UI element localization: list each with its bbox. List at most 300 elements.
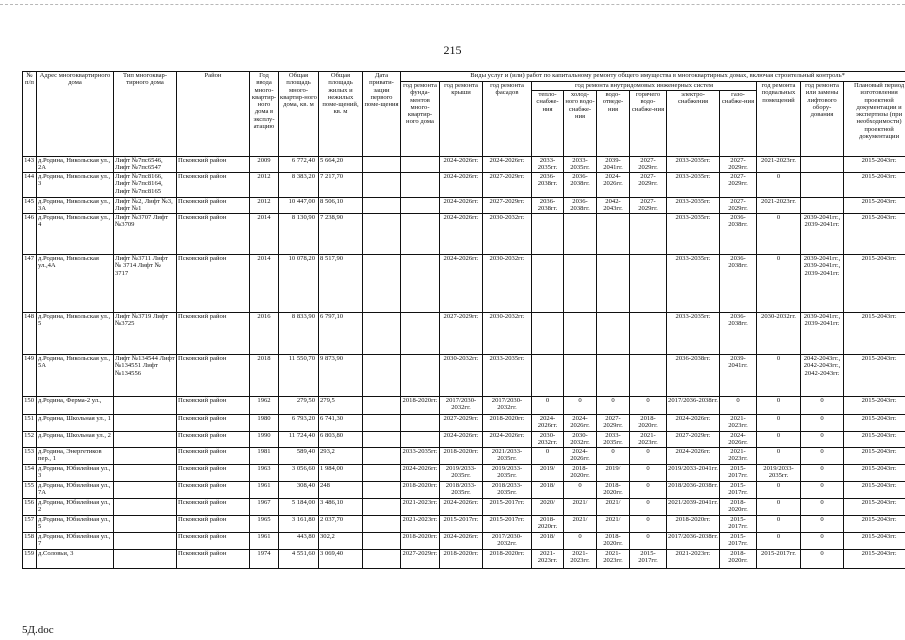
cell-roof: 2018/2033-2035гг. (440, 482, 483, 499)
cell-living: 6 797,10 (319, 313, 363, 355)
cell-design: 2015-2043гг. (844, 198, 905, 214)
cell-living: 302,2 (319, 533, 363, 550)
cell-district: Псковский район (177, 157, 250, 173)
cell-drain: 2021/ (597, 499, 630, 516)
cell-district: Псковский район (177, 313, 250, 355)
cell-num: 147 (23, 255, 37, 313)
cell-drain: 2021-2023гг. (597, 550, 630, 569)
table-row (23, 432, 905, 448)
cell-priv (363, 157, 401, 173)
cell-lift (801, 198, 844, 214)
cell-hot: 0 (630, 448, 667, 465)
header-facade: год ремонта фасадов (483, 82, 532, 157)
cell-drain: 0 (597, 397, 630, 415)
cell-basement: 0 (757, 432, 801, 448)
cell-roof: 2027-2029гг. (440, 415, 483, 432)
cell-address: д.Родина, Юбилейная ул., 3 (37, 465, 114, 482)
header-living-area: Общая площадь жилых и нежилых поме-щений, кв. м (319, 72, 363, 157)
cell-district: Псковский район (177, 499, 250, 516)
cell-district: Псковский район (177, 198, 250, 214)
cell-facade: 2030-2032гг. (483, 214, 532, 255)
cell-cold: 0 (564, 397, 597, 415)
cell-hot: 0 (630, 465, 667, 482)
cell-roof: 2024-2026гг. (440, 157, 483, 173)
page-top-rule (0, 4, 905, 5)
cell-heat: 2024-2026гг. (532, 415, 564, 432)
cell-living: 2 037,70 (319, 516, 363, 533)
cell-priv (363, 397, 401, 415)
cell-design: 2015-2043гг. (844, 516, 905, 533)
cell-cold (564, 214, 597, 255)
cell-lift: 0 (801, 415, 844, 432)
cell-address: д.Родина, Никольская ул., 2А (37, 157, 114, 173)
cell-found: 2027-2029гг. (401, 550, 440, 569)
cell-gas: 2039-2041гг. (720, 355, 757, 397)
cell-basement: 0 (757, 415, 801, 432)
cell-priv (363, 533, 401, 550)
cell-total: 8 383,20 (279, 173, 319, 198)
cell-living: 3 486,10 (319, 499, 363, 516)
cell-basement: 0 (757, 173, 801, 198)
cell-hot: 2027-2029гг. (630, 157, 667, 173)
cell-elec: 2018/2036-2038гг. (667, 482, 720, 499)
cell-design: 2015-2043гг. (844, 397, 905, 415)
cell-design: 2015-2043гг. (844, 448, 905, 465)
cell-heat (532, 255, 564, 313)
cell-design: 2015-2043гг. (844, 482, 905, 499)
header-design-period: Плановый период изготовления проектной документации и экспертизы (при необходимости) проектной документации (844, 82, 905, 157)
cell-num: 150 (23, 397, 37, 415)
cell-lift: 0 (801, 482, 844, 499)
header-total-area: Общая площадь много-квартир-ного дома, кв. м (279, 72, 319, 157)
cell-found (401, 255, 440, 313)
table-row (23, 448, 905, 465)
cell-hot (630, 214, 667, 255)
cell-living: 3 069,40 (319, 550, 363, 569)
cell-roof: 2024-2026гг. (440, 214, 483, 255)
cell-hot: 0 (630, 482, 667, 499)
table-row (23, 255, 905, 313)
cell-address: д.Родина, Энергетиков пер., 1 (37, 448, 114, 465)
cell-design: 2015-2043гг. (844, 465, 905, 482)
cell-lift: 2039-2041гг., 2039-2041гг. (801, 313, 844, 355)
cell-type: Лифт №134544 Лифт №134551 Лифт №134556 (114, 355, 177, 397)
cell-priv (363, 415, 401, 432)
cell-roof: 2019/2033-2035гг. (440, 465, 483, 482)
cell-facade: 2018/2033-2035гг. (483, 482, 532, 499)
cell-drain (597, 355, 630, 397)
cell-num: 149 (23, 355, 37, 397)
cell-cold: 2018-2020гг. (564, 465, 597, 482)
cell-total: 4 551,60 (279, 550, 319, 569)
cell-living: 8 517,90 (319, 255, 363, 313)
cell-gas: 2015-2017гг. (720, 533, 757, 550)
header-basement: год ремонта подвальных помещений (757, 82, 801, 157)
cell-lift: 0 (801, 516, 844, 533)
cell-address: д.Родина, Никольская ул., 3 (37, 173, 114, 198)
cell-found (401, 355, 440, 397)
cell-found (401, 313, 440, 355)
cell-priv (363, 499, 401, 516)
cell-design: 2015-2043гг. (844, 550, 905, 569)
cell-gas: 2015-2017гг. (720, 465, 757, 482)
cell-elec: 2036-2038гг. (667, 355, 720, 397)
cell-living: 1 984,00 (319, 465, 363, 482)
cell-address: д.Родина, Юбилейная ул., 2 (37, 499, 114, 516)
cell-found (401, 415, 440, 432)
cell-facade: 2033-2035гг. (483, 355, 532, 397)
header-electricity: электро-снабжения (667, 91, 720, 157)
cell-found: 2018-2020гг. (401, 482, 440, 499)
cell-elec: 2033-2035гг. (667, 157, 720, 173)
cell-hot: 2027-2029гг. (630, 198, 667, 214)
cell-drain: 2019/ (597, 465, 630, 482)
cell-type (114, 415, 177, 432)
table-row (23, 157, 905, 173)
cell-design: 2015-2043гг. (844, 313, 905, 355)
cell-district: Псковский район (177, 214, 250, 255)
cell-year: 1961 (250, 533, 279, 550)
cell-total: 3 161,80 (279, 516, 319, 533)
cell-year: 1974 (250, 550, 279, 569)
cell-num: 144 (23, 173, 37, 198)
cell-basement: 2019/2033-2035гг. (757, 465, 801, 482)
cell-lift: 0 (801, 397, 844, 415)
cell-num: 157 (23, 516, 37, 533)
cell-basement: 2021-2023гг. (757, 157, 801, 173)
cell-num: 146 (23, 214, 37, 255)
cell-elec: 2033-2035гг. (667, 198, 720, 214)
cell-elec: 2033-2035гг. (667, 313, 720, 355)
cell-drain: 2042-2043гг. (597, 198, 630, 214)
table-row (23, 355, 905, 397)
cell-living: 279,5 (319, 397, 363, 415)
cell-type (114, 432, 177, 448)
cell-found (401, 173, 440, 198)
cell-basement: 0 (757, 533, 801, 550)
table-row (23, 465, 905, 482)
cell-design: 2015-2043гг. (844, 415, 905, 432)
cell-priv (363, 482, 401, 499)
cell-type (114, 533, 177, 550)
cell-facade: 2024-2026гг. (483, 157, 532, 173)
cell-drain: 2027-2029гг. (597, 415, 630, 432)
cell-found: 2033-2035гг. (401, 448, 440, 465)
cell-hot: 0 (630, 516, 667, 533)
cell-living: 6 741,30 (319, 415, 363, 432)
cell-lift: 0 (801, 499, 844, 516)
cell-cold: 2036-2038гг. (564, 198, 597, 214)
cell-roof: 2024-2026гг. (440, 432, 483, 448)
cell-design: 2015-2043гг. (844, 173, 905, 198)
cell-design: 2015-2043гг. (844, 157, 905, 173)
cell-year: 1990 (250, 432, 279, 448)
cell-num: 143 (23, 157, 37, 173)
cell-heat: 2021-2023гг. (532, 550, 564, 569)
cell-design: 2015-2043гг. (844, 499, 905, 516)
cell-living: 7 238,90 (319, 214, 363, 255)
cell-lift: 0 (801, 550, 844, 569)
cell-basement: 2015-2017гг. (757, 550, 801, 569)
cell-living: 248 (319, 482, 363, 499)
cell-total: 11 724,40 (279, 432, 319, 448)
cell-cold: 2024-2026гг. (564, 448, 597, 465)
cell-type: Лифт №7пс6546, Лифт №7пс6547 (114, 157, 177, 173)
cell-num: 154 (23, 465, 37, 482)
cell-heat: 2018-2020гг. (532, 516, 564, 533)
cell-total: 10 078,20 (279, 255, 319, 313)
table-row (23, 313, 905, 355)
cell-gas: 2027-2029гг. (720, 157, 757, 173)
cell-cold: 2030-2032гг. (564, 432, 597, 448)
cell-total: 8 833,90 (279, 313, 319, 355)
cell-design: 2015-2043гг. (844, 432, 905, 448)
cell-drain (597, 255, 630, 313)
cell-district: Псковский район (177, 533, 250, 550)
cell-heat: 2030-2032гг. (532, 432, 564, 448)
cell-roof: 2024-2026гг. (440, 173, 483, 198)
cell-hot (630, 313, 667, 355)
cell-year: 2014 (250, 214, 279, 255)
cell-priv (363, 255, 401, 313)
cell-district: Псковский район (177, 550, 250, 569)
cell-year: 2009 (250, 157, 279, 173)
cell-type (114, 499, 177, 516)
header-num: № п/п (23, 72, 37, 157)
cell-basement: 2030-2032гг. (757, 313, 801, 355)
cell-priv (363, 313, 401, 355)
cell-basement: 0 (757, 255, 801, 313)
cell-basement: 0 (757, 397, 801, 415)
cell-priv (363, 355, 401, 397)
cell-elec: 2024-2026гг. (667, 415, 720, 432)
cell-heat (532, 355, 564, 397)
cell-year: 1961 (250, 482, 279, 499)
cell-district: Псковский район (177, 415, 250, 432)
table-row (23, 214, 905, 255)
cell-living: 293,2 (319, 448, 363, 465)
cell-basement: 0 (757, 214, 801, 255)
cell-facade: 2030-2032гг. (483, 255, 532, 313)
cell-num: 145 (23, 198, 37, 214)
cell-facade: 2017/2030-2032гг. (483, 533, 532, 550)
cell-elec: 2033-2035гг. (667, 173, 720, 198)
cell-address: д.Родина, Ферма-2 ул., (37, 397, 114, 415)
cell-drain: 2024-2026гг. (597, 173, 630, 198)
cell-drain: 2018-2020гг. (597, 482, 630, 499)
cell-year: 2012 (250, 198, 279, 214)
cell-cold: 2033-2035гг. (564, 157, 597, 173)
cell-total: 11 550,70 (279, 355, 319, 397)
cell-facade: 2027-2029гг. (483, 173, 532, 198)
header-lift: год ремонта или замены лифтового обору-дования (801, 82, 844, 157)
cell-elec: 2024-2026гг. (667, 448, 720, 465)
cell-total: 6 793,20 (279, 415, 319, 432)
cell-address: д.Соловьи, 3 (37, 550, 114, 569)
cell-type (114, 516, 177, 533)
cell-num: 148 (23, 313, 37, 355)
cell-gas: 2021-2023гг. (720, 415, 757, 432)
cell-priv (363, 214, 401, 255)
header-internal-systems: год ремонта внутридомовых инженерных систем (532, 82, 757, 91)
cell-district: Псковский район (177, 397, 250, 415)
cell-gas: 0 (720, 397, 757, 415)
cell-living: 6 803,80 (319, 432, 363, 448)
cell-gas: 2018-2020гг. (720, 550, 757, 569)
cell-type (114, 482, 177, 499)
cell-address: д.Родина, Никольская ул., 5 (37, 313, 114, 355)
cell-basement: 0 (757, 448, 801, 465)
cell-address: д.Родина, Школьная ул., 1 (37, 415, 114, 432)
cell-num: 158 (23, 533, 37, 550)
cell-address: д.Родина, Никольская ул.,4А (37, 255, 114, 313)
cell-lift: 0 (801, 533, 844, 550)
cell-cold: 2024-2026гг. (564, 415, 597, 432)
cell-elec: 2021/2039-2041гг. (667, 499, 720, 516)
cell-district: Псковский район (177, 465, 250, 482)
cell-lift: 2039-2041гг., 2039-2041гг., 2039-2041гг. (801, 255, 844, 313)
cell-address: д.Родина, Юбилейная ул., 5 (37, 516, 114, 533)
cell-type (114, 550, 177, 569)
cell-hot: 2015-2017гг. (630, 550, 667, 569)
cell-year: 2018 (250, 355, 279, 397)
header-house-type: Тип многоквар-тирного дома (114, 72, 177, 157)
cell-drain (597, 313, 630, 355)
cell-facade: 2018-2020гг. (483, 550, 532, 569)
header-drainage: водо-отведе-ния (597, 91, 630, 157)
cell-found: 2018-2020гг. (401, 533, 440, 550)
cell-roof: 2030-2032гг. (440, 355, 483, 397)
cell-drain: 2021/ (597, 516, 630, 533)
cell-heat: 0 (532, 448, 564, 465)
cell-design: 2015-2043гг. (844, 355, 905, 397)
header-privatization: Дата привати-зации первого поме-щения (363, 72, 401, 157)
cell-type: Лифт №2, Лифт №3, Лифт №1 (114, 198, 177, 214)
cell-num: 159 (23, 550, 37, 569)
cell-total: 3 056,60 (279, 465, 319, 482)
cell-total: 443,80 (279, 533, 319, 550)
cell-num: 151 (23, 415, 37, 432)
cell-year: 1962 (250, 397, 279, 415)
cell-district: Псковский район (177, 516, 250, 533)
cell-found (401, 432, 440, 448)
cell-elec: 2017/2036-2038гг. (667, 397, 720, 415)
cell-found (401, 214, 440, 255)
cell-elec: 2021-2023гг. (667, 550, 720, 569)
cell-hot: 0 (630, 499, 667, 516)
cell-address: д.Родина, Юбилейная ул., 7А (37, 482, 114, 499)
cell-address: д.Родина, Никольская ул., 5А (37, 355, 114, 397)
cell-address: д.Родина, Никольская ул., 3А (37, 198, 114, 214)
cell-elec: 2027-2029гг. (667, 432, 720, 448)
cell-cold (564, 355, 597, 397)
capital-repair-table (22, 71, 905, 569)
cell-roof: 2024-2026гг. (440, 499, 483, 516)
cell-elec: 2033-2035гг. (667, 255, 720, 313)
cell-facade: 2021/2033-2035гг. (483, 448, 532, 465)
cell-cold: 0 (564, 533, 597, 550)
cell-num: 156 (23, 499, 37, 516)
cell-total: 589,40 (279, 448, 319, 465)
cell-found: 2021-2023гг. (401, 499, 440, 516)
table-row (23, 397, 905, 415)
header-district: Район (177, 72, 250, 157)
cell-basement: 0 (757, 516, 801, 533)
cell-lift (801, 157, 844, 173)
cell-cold (564, 255, 597, 313)
cell-heat (532, 214, 564, 255)
header-address: Адрес многоквартирного дома (37, 72, 114, 157)
cell-living: 5 664,20 (319, 157, 363, 173)
header-cold-water: холод-ного водо-снабже-ния (564, 91, 597, 157)
cell-type (114, 465, 177, 482)
table-row (23, 482, 905, 499)
cell-total: 279,50 (279, 397, 319, 415)
header-roof: год ремонта крыши (440, 82, 483, 157)
table-row (23, 198, 905, 214)
cell-basement: 0 (757, 499, 801, 516)
cell-gas: 2036-2038гг. (720, 255, 757, 313)
cell-num: 152 (23, 432, 37, 448)
cell-basement: 0 (757, 355, 801, 397)
cell-lift: 2042-2043гг., 2042-2043гг., 2042-2043гг. (801, 355, 844, 397)
cell-hot: 0 (630, 533, 667, 550)
cell-priv (363, 448, 401, 465)
cell-district: Псковский район (177, 448, 250, 465)
cell-cold (564, 313, 597, 355)
cell-roof: 2024-2026гг. (440, 255, 483, 313)
cell-gas: 2015-2017гг. (720, 516, 757, 533)
cell-cold: 2021/ (564, 516, 597, 533)
cell-roof: 2018-2020гг. (440, 448, 483, 465)
cell-total: 6 772,40 (279, 157, 319, 173)
cell-found (401, 157, 440, 173)
cell-design: 2015-2043гг. (844, 255, 905, 313)
cell-year: 1981 (250, 448, 279, 465)
table-body (23, 157, 905, 569)
cell-lift: 0 (801, 465, 844, 482)
cell-type: Лифт №3719 Лифт №3725 (114, 313, 177, 355)
cell-heat (532, 313, 564, 355)
cell-total: 10 447,00 (279, 198, 319, 214)
cell-found (401, 198, 440, 214)
cell-heat: 2036-2038гг. (532, 198, 564, 214)
cell-year: 2012 (250, 173, 279, 198)
cell-total: 308,40 (279, 482, 319, 499)
header-gas: газо-снабже-ния (720, 91, 757, 157)
cell-heat: 2033-2035гг. (532, 157, 564, 173)
cell-roof: 2018-2020гг. (440, 550, 483, 569)
cell-facade: 2019/2033-2035гг. (483, 465, 532, 482)
cell-priv (363, 516, 401, 533)
footer-filename: 5Д.doc (22, 624, 54, 636)
table-row (23, 415, 905, 432)
cell-gas: 2036-2038гг. (720, 214, 757, 255)
cell-found: 2024-2026гг. (401, 465, 440, 482)
cell-gas: 2036-2038гг. (720, 313, 757, 355)
cell-lift: 0 (801, 448, 844, 465)
cell-roof: 2017/2030-2032гг. (440, 397, 483, 415)
cell-year: 2014 (250, 255, 279, 313)
cell-facade: 2027-2029гг. (483, 198, 532, 214)
table-row (23, 550, 905, 569)
cell-gas: 2015-2017гг. (720, 482, 757, 499)
cell-design: 2015-2043гг. (844, 533, 905, 550)
cell-gas: 2018-2020гг. (720, 499, 757, 516)
cell-basement: 2021-2023гг. (757, 198, 801, 214)
cell-type: Лифт №3707 Лифт №3709 (114, 214, 177, 255)
cell-total: 8 130,90 (279, 214, 319, 255)
